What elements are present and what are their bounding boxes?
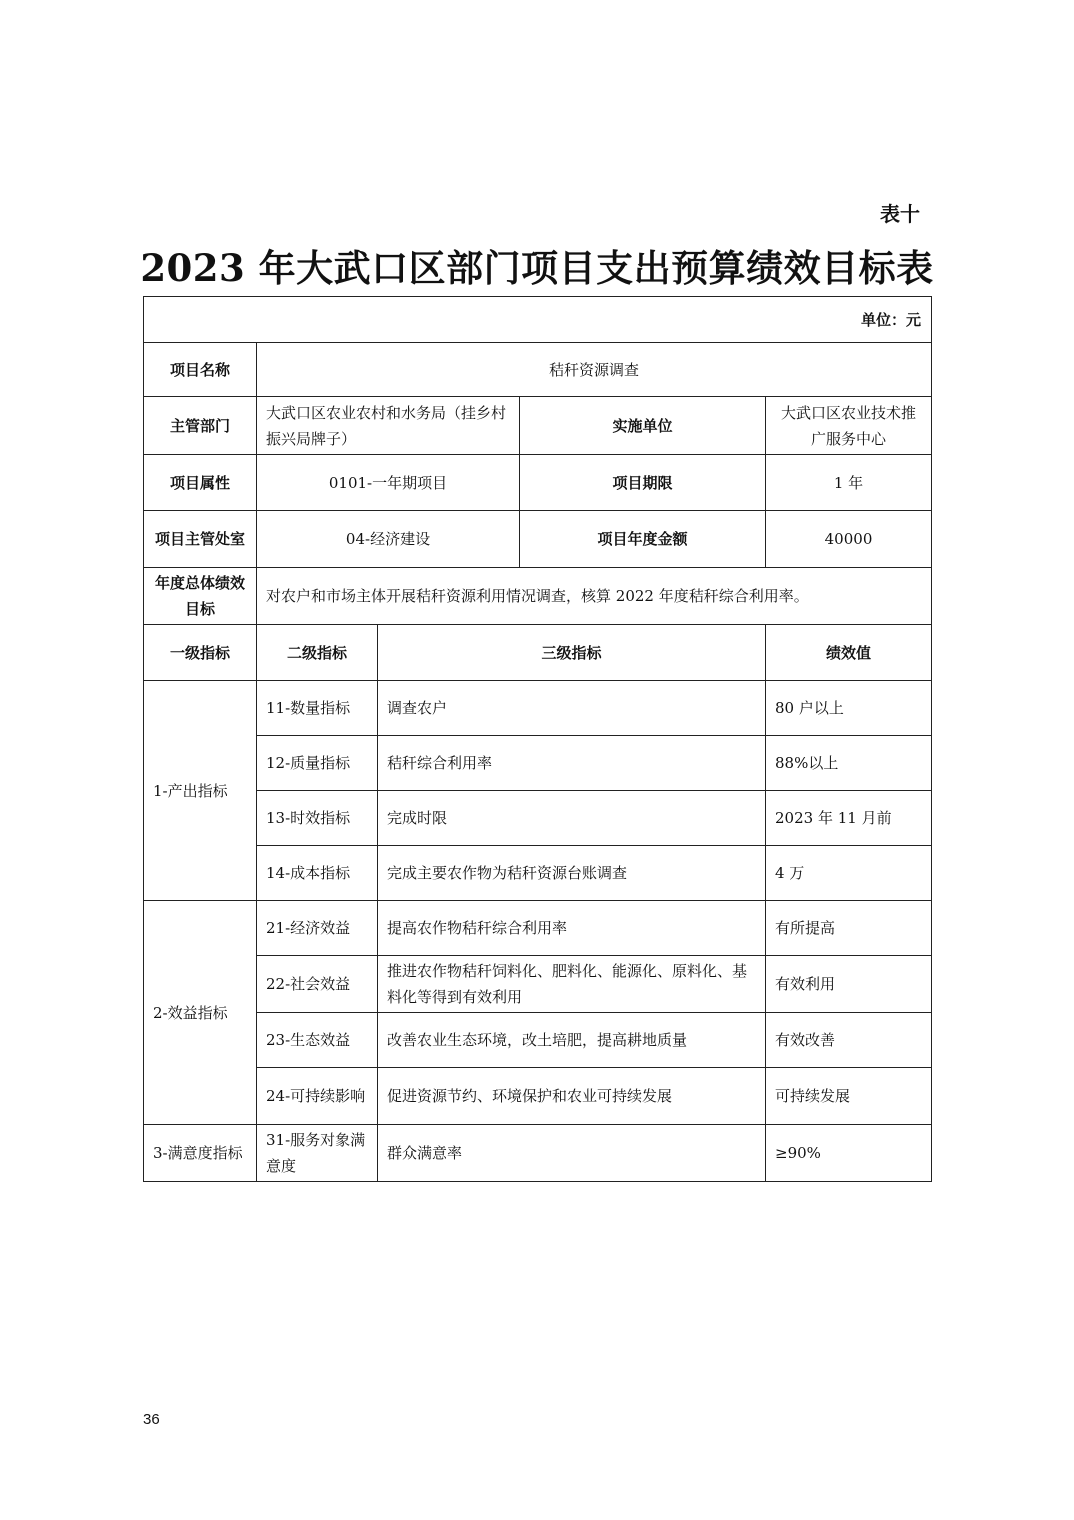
table-row bbox=[144, 956, 932, 1013]
unit-label: 单位：元 bbox=[144, 297, 932, 343]
table-row bbox=[144, 681, 932, 736]
level2-cell: 12-质量指标 bbox=[257, 736, 378, 791]
amount-label: 项目年度金额 bbox=[520, 511, 766, 568]
level3-cell: 完成主要农作物为秸秆资源台账调查 bbox=[378, 846, 766, 901]
level2-cell: 22-社会效益 bbox=[257, 956, 378, 1013]
level3-cell: 推进农作物秸秆饲料化、肥料化、能源化、原料化、基料化等得到有效利用 bbox=[378, 956, 766, 1013]
level3-cell: 完成时限 bbox=[378, 791, 766, 846]
level3-cell: 群众满意率 bbox=[378, 1125, 766, 1182]
table-row bbox=[144, 901, 932, 956]
level2-cell: 13-时效指标 bbox=[257, 791, 378, 846]
level3-cell: 促进资源节约、环境保护和农业可持续发展 bbox=[378, 1068, 766, 1125]
page-title: 2023 年大武口区部门项目支出预算绩效目标表 bbox=[140, 246, 934, 290]
value-cell: 4 万 bbox=[766, 846, 932, 901]
amount-value: 40000 bbox=[766, 511, 932, 568]
value-cell: 2023 年 11 月前 bbox=[766, 791, 932, 846]
level2-cell: 21-经济效益 bbox=[257, 901, 378, 956]
value-cell: 88%以上 bbox=[766, 736, 932, 791]
goal-value: 对农户和市场主体开展秸秆资源利用情况调查，核算 2022 年度秸秆综合利用率。 bbox=[257, 568, 932, 625]
level1-cell: 2-效益指标 bbox=[144, 901, 257, 1125]
table-row bbox=[144, 791, 932, 846]
level3-cell: 改善农业生态环境，改土培肥，提高耕地质量 bbox=[378, 1013, 766, 1068]
level2-cell: 14-成本指标 bbox=[257, 846, 378, 901]
impl-value: 大武口区农业技术推广服务中心 bbox=[766, 397, 932, 455]
page-number: 36 bbox=[143, 1411, 160, 1428]
value-cell: 有效利用 bbox=[766, 956, 932, 1013]
level2-cell: 31-服务对象满意度 bbox=[257, 1125, 378, 1182]
level3-cell: 提高农作物秸秆综合利用率 bbox=[378, 901, 766, 956]
table-row bbox=[144, 846, 932, 901]
value-cell: ≥90% bbox=[766, 1125, 932, 1182]
value-cell: 有效改善 bbox=[766, 1013, 932, 1068]
header-level1: 一级指标 bbox=[144, 625, 257, 681]
table-row bbox=[144, 1125, 932, 1182]
office-label: 项目主管处室 bbox=[144, 511, 257, 568]
header-value: 绩效值 bbox=[766, 625, 932, 681]
level3-cell: 调查农户 bbox=[378, 681, 766, 736]
dept-label: 主管部门 bbox=[144, 397, 257, 455]
level2-cell: 23-生态效益 bbox=[257, 1013, 378, 1068]
header-level3: 三级指标 bbox=[378, 625, 766, 681]
office-value: 04-经济建设 bbox=[257, 511, 520, 568]
table-row bbox=[144, 1068, 932, 1125]
table-row bbox=[144, 1013, 932, 1068]
value-cell: 可持续发展 bbox=[766, 1068, 932, 1125]
performance-table bbox=[143, 296, 932, 1182]
attr-value: 0101-一年期项目 bbox=[257, 455, 520, 511]
project-name-label: 项目名称 bbox=[144, 343, 257, 397]
attr-label: 项目属性 bbox=[144, 455, 257, 511]
value-cell: 有所提高 bbox=[766, 901, 932, 956]
value-cell: 80 户以上 bbox=[766, 681, 932, 736]
period-value: 1 年 bbox=[766, 455, 932, 511]
level2-cell: 11-数量指标 bbox=[257, 681, 378, 736]
goal-label: 年度总体绩效目标 bbox=[144, 568, 257, 625]
table-label: 表十 bbox=[880, 202, 920, 226]
table-row bbox=[144, 736, 932, 791]
header-level2: 二级指标 bbox=[257, 625, 378, 681]
level1-cell: 1-产出指标 bbox=[144, 681, 257, 901]
level2-cell: 24-可持续影响 bbox=[257, 1068, 378, 1125]
level3-cell: 秸秆综合利用率 bbox=[378, 736, 766, 791]
impl-label: 实施单位 bbox=[520, 397, 766, 455]
period-label: 项目期限 bbox=[520, 455, 766, 511]
project-name-value: 秸秆资源调查 bbox=[257, 343, 932, 397]
level1-cell: 3-满意度指标 bbox=[144, 1125, 257, 1182]
dept-value: 大武口区农业农村和水务局（挂乡村振兴局牌子） bbox=[257, 397, 520, 455]
